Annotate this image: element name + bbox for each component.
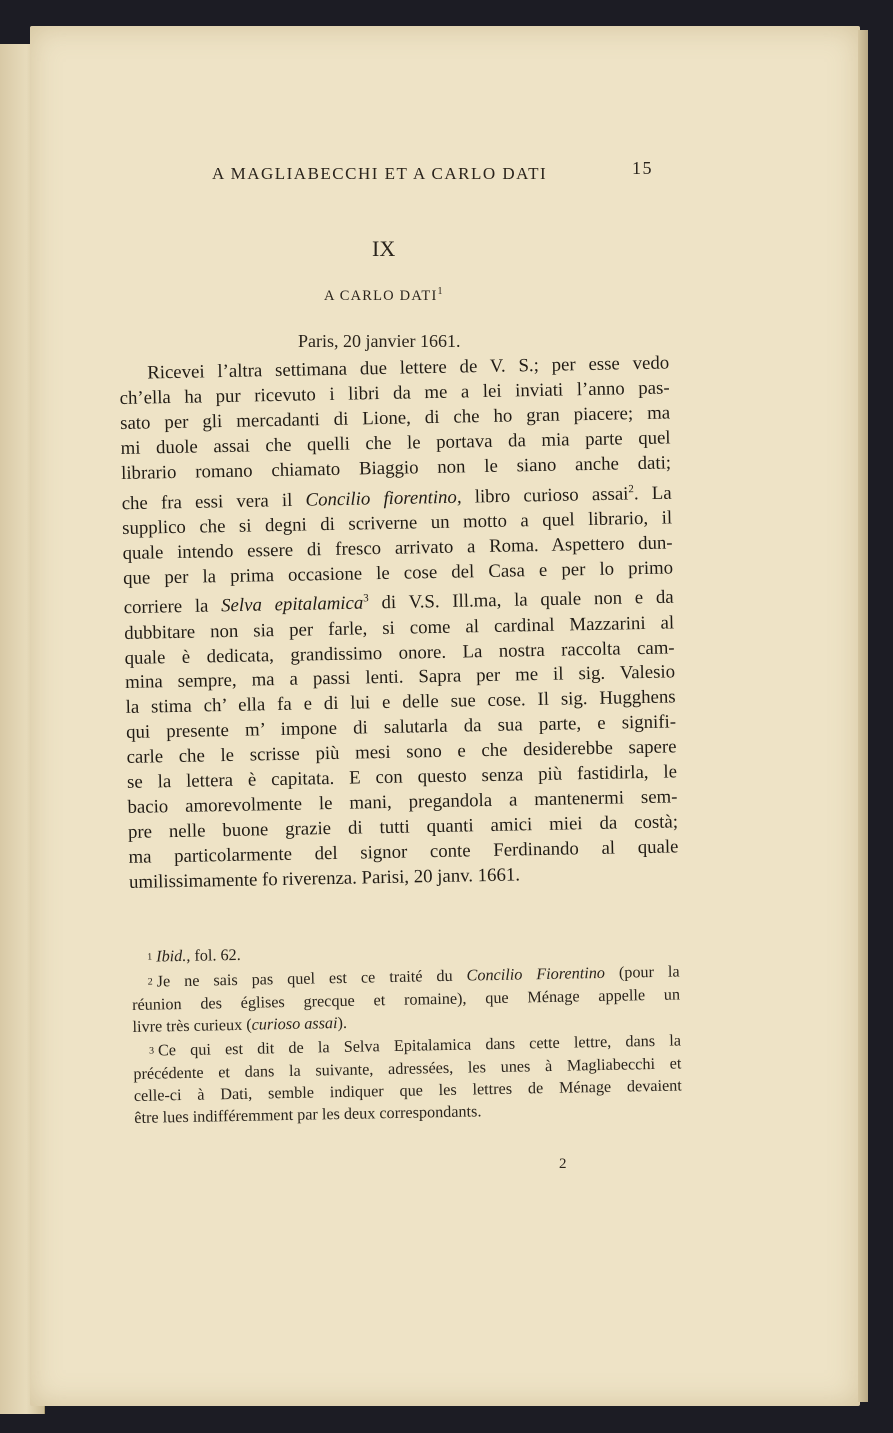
page-number: 15 xyxy=(632,158,653,178)
body-line: ch’ella ha pur ricevuto i libri da me a lei inviati l’anno pas- xyxy=(119,377,670,409)
body-text-run: che fra essi vera il xyxy=(121,489,306,514)
footnote-2 xyxy=(131,960,680,1038)
footnote-italic: Concilio Fiorentino xyxy=(466,963,606,985)
body-line: supplico che si degni di scriverne un motto a quel librario, il xyxy=(121,507,673,539)
footnote-text: Ce qui est dit de la Selva Epitalamica dans cette lettre, dans la xyxy=(157,1031,682,1060)
footnote-3 xyxy=(133,1029,683,1129)
footnote-line: celle-ci à Dati, semble indiquer que les lettres de Ménage devaient xyxy=(133,1076,682,1105)
body-italic-title: Concilio fiorentino, xyxy=(305,486,462,511)
footnote-text: livre très curieux ( xyxy=(132,1015,252,1036)
footnote-italic: curioso assai xyxy=(251,1014,338,1034)
body-line: Ricevei l’altra settimana due lettere de V. S.; per esse vedo xyxy=(147,352,670,384)
body-line: se la lettera è capitata. E con questo senza più fastidirla, le xyxy=(126,761,678,793)
footnote-text: Je ne sais pas quel est ce traité du xyxy=(156,966,467,991)
footnote-text: fol. 62. xyxy=(190,945,241,965)
footnote-mark: 3 xyxy=(148,1045,155,1057)
running-title: A MAGLIABECCHI ET A CARLO DATI xyxy=(212,164,548,183)
footnote-italic: Ibid., xyxy=(156,946,191,966)
body-text-run: corriere la xyxy=(123,595,222,619)
body-line: que per la prima occasione le cose del Casa e per lo primo xyxy=(122,556,674,589)
body-line: ma particolarmente del signor conte Ferdinando al quale xyxy=(128,836,679,868)
body-line: dubbitare non sia per farle, si come al cardinal Mazzarini al xyxy=(124,611,675,644)
body-line: bacio amorevolmente le mani, pregandola a mantenermi sem- xyxy=(127,786,678,818)
footnote-line: réunion des églises grecque et romaine), que Ménage appelle un xyxy=(131,985,681,1014)
body-line: la stima ch’ ella fa e di lui e delle sue cose. Il sig. Hugghens xyxy=(125,686,676,719)
body-line: qui presente m’ impone di salutarla da sua parte, e signifi- xyxy=(125,711,677,744)
dateline: Paris, 20 janvier 1661. xyxy=(298,331,461,351)
page-fore-edge xyxy=(858,30,868,1402)
body-line: mina sempre, ma a passi lenti. Sapra per me il sig. Valesio xyxy=(124,661,676,694)
footnote-ref: 3 xyxy=(363,592,369,605)
body-text-run: libro curioso assai xyxy=(461,483,629,508)
body-italic-title: Selva epitalamica xyxy=(220,593,364,617)
footnotes xyxy=(131,935,682,1128)
body-line: sato per gli mercadanti di Lione, di che ho gran piacere; ma xyxy=(119,402,671,434)
body-line: quale intendo essere di fresco arrivato a Roma. Aspettero dun- xyxy=(122,532,673,564)
letter-number: IX xyxy=(372,236,396,261)
body-line: carle che le scrisse più mesi sono e che desiderebbe sapere xyxy=(126,736,677,769)
footnote-mark: 1 xyxy=(147,951,153,963)
body-text-run: . La xyxy=(633,482,672,504)
body-line: quale è dedicata, grandissimo onore. La nostra raccolta cam- xyxy=(124,636,675,669)
body-line: pre nelle buone grazie di tutti quanti amici miei da costà; xyxy=(127,811,679,843)
addressee xyxy=(324,286,444,305)
footnote-mark: 2 xyxy=(147,976,153,988)
body-line: mi duole assai che quelli che le portava da mia parte quel xyxy=(120,427,671,459)
signature-mark: 2 xyxy=(559,1156,567,1172)
footnote-text: ). xyxy=(337,1013,348,1033)
addressee-note-mark: 1 xyxy=(437,286,444,297)
footnote-line: précédente et dans la suivante, adressées, les unes à Magliabecchi et xyxy=(133,1054,682,1083)
body-line: librario romano chiamato Biaggio non le siano anche dati; xyxy=(120,452,672,484)
body-text-run: di V.S. Ill.ma, la quale non e da xyxy=(368,587,674,614)
addressee-name: A CARLO DATI xyxy=(324,287,438,304)
letter-body xyxy=(119,351,679,895)
footnote-line: être lues indifféremment par les deux correspondants. xyxy=(134,1102,482,1127)
footnote-text: (pour la xyxy=(604,962,680,982)
body-line: umilissimamente fo riverenza. Parisi, 20 janv. 1661. xyxy=(128,864,521,893)
footnote-ref: 2 xyxy=(628,482,634,495)
